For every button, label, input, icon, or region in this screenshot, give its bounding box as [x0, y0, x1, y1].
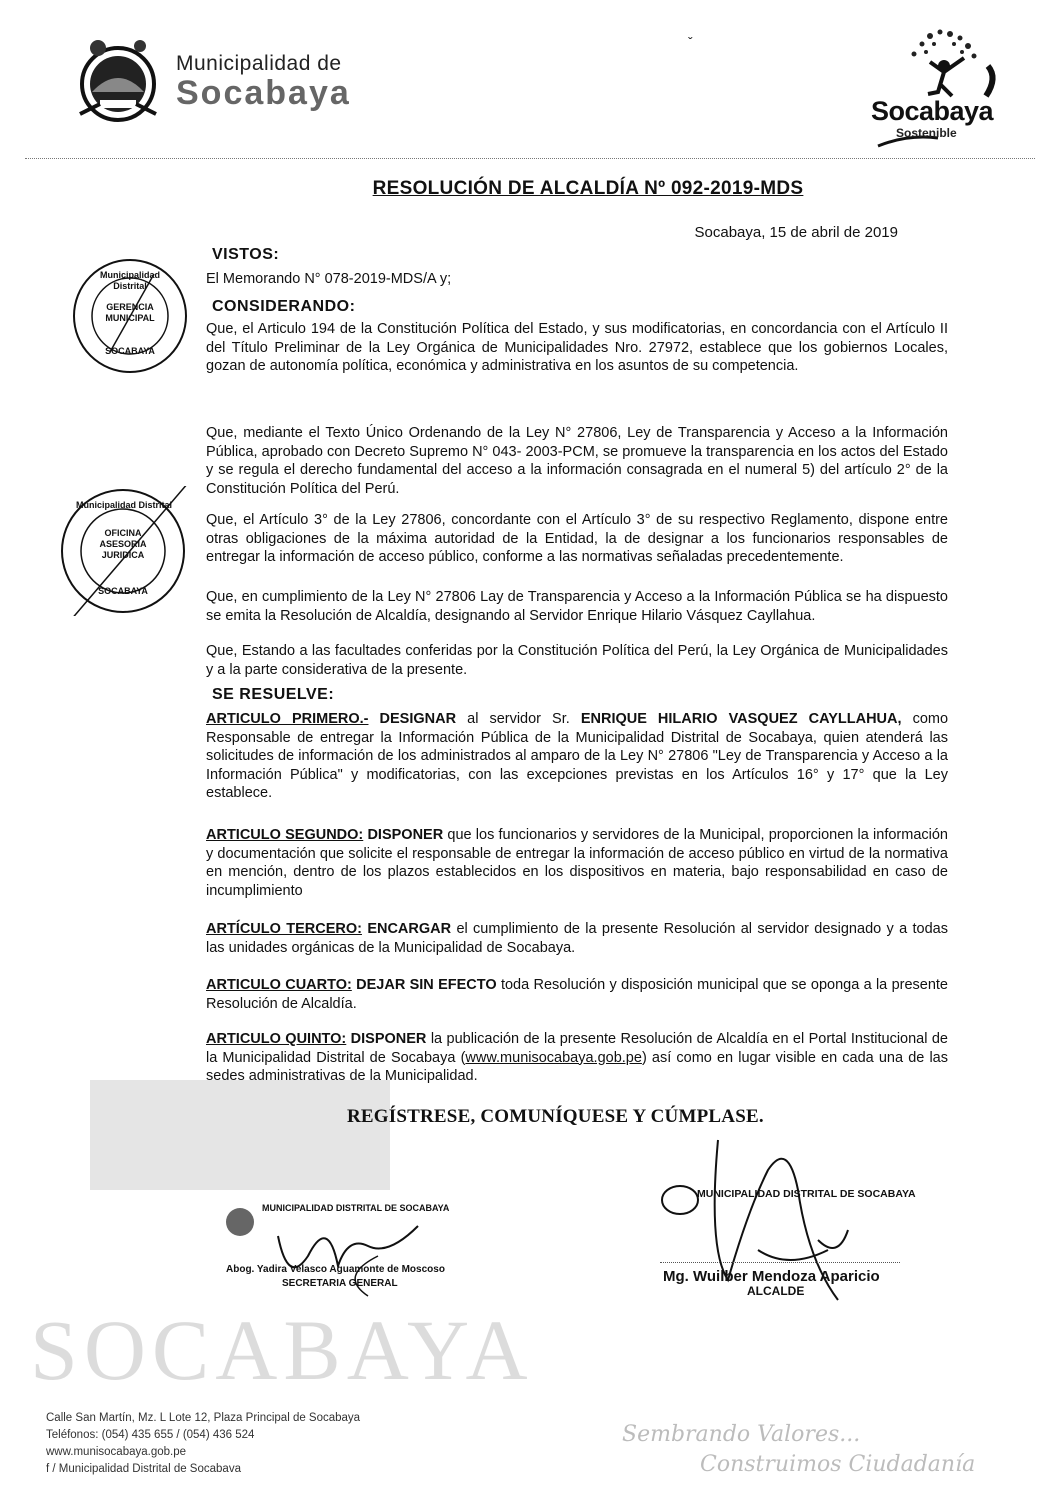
articulo-primero	[206, 710, 948, 803]
articulo-primero-name: ENRIQUE HILARIO VASQUEZ CAYLLAHUA,	[580, 711, 902, 727]
alcalde-signature	[648, 1130, 908, 1330]
considerando-heading: CONSIDERANDO:	[212, 298, 356, 315]
watermark-text: SOCABAYA	[30, 1302, 534, 1398]
alcalde-name: Mg. Wuilber Mendoza Aparicio	[663, 1268, 880, 1285]
articulo-quinto-verb: DISPONER	[350, 1031, 427, 1047]
considerando-paragraph-3: Que, el Artículo 3° de la Ley 27806, concordante con el Artículo 3° de su respectivo Reglamento, dispone entre otras obligaciones de la máxima autoridad de la Entidad, la de designar a los funcionarios responsables de entregar la información de acceso público, conforme a las normativas señaladas precedentemente.	[206, 512, 948, 566]
articulo-cuarto-label: ARTICULO CUARTO:	[206, 977, 352, 993]
resuelve-heading: SE RESUELVE:	[212, 686, 335, 703]
brand-name: Socabaya	[176, 74, 351, 112]
considerando-paragraph-5: Que, Estando a las facultades conferidas por la Constitución Política del Perú, la Ley Orgánica de Municipalidades y a la parte considerativa de la presente.	[206, 643, 948, 678]
articulo-segundo-text: que los funcionarios y servidores de la Municipal, proporcionen la información y documentación que solicite el responsable de entregar la información de acceso público en virtud de la normativa en mención, dentro de los plazos establecidos en los dispositivos en materia, bajo responsabilidad en caso de incumplimiento	[206, 827, 948, 899]
footer-phones: Teléfonos: (054) 435 655 / (054) 436 524	[46, 1429, 255, 1441]
alcalde-role: ALCALDE	[747, 1284, 805, 1298]
articulo-quinto-label: ARTICULO QUINTO:	[206, 1031, 347, 1047]
footer-web[interactable]: www.munisocabaya.gob.pe	[46, 1446, 186, 1458]
resolution-date: Socabaya, 15 de abril de 2019	[694, 224, 898, 241]
considerando-paragraph-1: Que, el Articulo 194 de la Constitución Política del Estado, y sus modificatorias, en concordancia con el Artículo II del Título Preliminar de la Ley Orgánica de Municipalidades Nro. 27972, establece que los gobiernos Locales, gozan de autonomía política, económica y administrativa en los asuntos de su competencia.	[206, 321, 948, 375]
articulo-primero-label: ARTICULO PRIMERO.-	[206, 711, 369, 727]
resolution-title: RESOLUCIÓN DE ALCALDÍA Nº 092-2019-MDS	[372, 178, 804, 199]
secretaria-entity: MUNICIPALIDAD DISTRITAL DE SOCABAYA	[262, 1203, 450, 1213]
asesoria-stamp-top: Municipalidad Distrital	[75, 500, 172, 510]
secretaria-role: SECRETARIA GENERAL	[282, 1278, 398, 1289]
check-mark-icon: ˇ	[688, 34, 693, 50]
footer-facebook[interactable]: f / Municipalidad Distrital de Socabava	[46, 1463, 241, 1475]
asesoria-stamp-center: OFICINA ASESORIA JURIDICA	[99, 528, 147, 560]
articulo-tercero-text: el cumplimiento de la presente Resolución al servidor designado y a todas las unidades orgánicas de la Municipalidad de Socabaya.	[206, 921, 948, 956]
alcalde-signature-line	[660, 1262, 900, 1263]
articulo-cuarto	[206, 976, 948, 1013]
articulo-primero-verb: DESIGNAR	[379, 711, 457, 727]
closing-formula: REGÍSTRESE, COMUNÍQUESE Y CÚMPLASE.	[347, 1106, 764, 1127]
right-brand-name: Socabaya	[871, 96, 994, 126]
alcalde-entity: MUNICIPALIDAD DISTRITAL DE SOCABAYA	[697, 1188, 916, 1200]
articulo-tercero	[206, 920, 948, 957]
articulo-quinto-pre: la publicación de la presente Resolución de Alcaldía en el Portal Institucional de la Municipalidad Distrital de Socabaya (	[206, 1031, 948, 1066]
articulo-segundo	[206, 826, 948, 900]
slogan-line-2: Construimos Ciudadanía	[700, 1452, 976, 1477]
articulo-primero-text: como Responsable de entregar la Información Pública de la Municipalidad Distrital de Socabaya, quien atenderá las solicitudes de información de los administrados al amparo de la Ley N° 27806 "Ley de Transparencia y Acceso a la Información Pública" y modificatorias, con las excepciones previstas en los Artículos 16° y 17° que la Ley establece.	[206, 711, 949, 802]
considerando-paragraph-2: Que, mediante el Texto Único Ordenando de la Ley N° 27806, Ley de Transparencia y Acceso a la Información Pública, aprobado con Decreto Supremo N° 043- 2003-PCM, se promueve la transparencia en los actos del Estado y se regula el derecho fundamental del acceso a la información consagrada en el numeral 5) del artículo 2° de la Constitución Política del Perú.	[206, 425, 948, 497]
articulo-segundo-label: ARTICULO SEGUNDO:	[206, 827, 364, 843]
right-brand-tagline: Sostenible	[896, 126, 957, 140]
footer-address: Calle San Martín, Mz. L Lote 12, Plaza Principal de Socabaya	[46, 1412, 361, 1424]
articulo-cuarto-verb: DEJAR SIN EFECTO	[356, 977, 497, 993]
brand-prefix: Municipalidad de	[176, 52, 342, 75]
gerencia-stamp-top: Municipalidad Distrital	[99, 270, 160, 291]
header-divider	[25, 158, 1035, 159]
vistos-text: El Memorando N° 078-2019-MDS/A y;	[206, 271, 452, 287]
articulo-quinto-post: ) así como en lugar visible en cada una de las sedes administrativas de la Municipalidad.	[206, 1049, 948, 1085]
slogan-line-1: Sembrando Valores...	[622, 1422, 861, 1447]
secretaria-name: Abog. Yadira Velasco Aguamonte de Moscoso	[226, 1264, 445, 1275]
considerando-paragraph-4: Que, en cumplimiento de la Ley N° 27806 Lay de Transparencia y Acceso a la Información Pública se ha dispuesto se emita la Resolución de Alcaldía, designando al Servidor Enrique Hilario Vásquez Cayllahua.	[206, 589, 948, 624]
articulo-segundo-verb: DISPONER	[367, 827, 444, 843]
articulo-tercero-verb: ENCARGAR	[367, 921, 452, 937]
articulo-cuarto-text: toda Resolución y disposición municipal que se oponga a la presente Resolución de Alcaldía.	[206, 977, 948, 1012]
articulo-tercero-label: ARTÍCULO TERCERO:	[206, 921, 362, 937]
municipal-crest-icon	[70, 34, 166, 130]
portal-link[interactable]: www.munisocabaya.gob.pe	[465, 1049, 642, 1066]
vistos-heading: VISTOS:	[212, 246, 280, 263]
articulo-primero-pre: al servidor Sr.	[467, 711, 570, 727]
watermark-band	[90, 1080, 390, 1190]
asesoria-stamp-bottom: SOCABAYA	[98, 586, 148, 596]
gerencia-stamp-bottom: SOCABAYA	[105, 346, 155, 356]
gerencia-stamp-center: GERENCIA MUNICIPAL	[105, 302, 155, 323]
articulo-quinto	[206, 1030, 948, 1086]
